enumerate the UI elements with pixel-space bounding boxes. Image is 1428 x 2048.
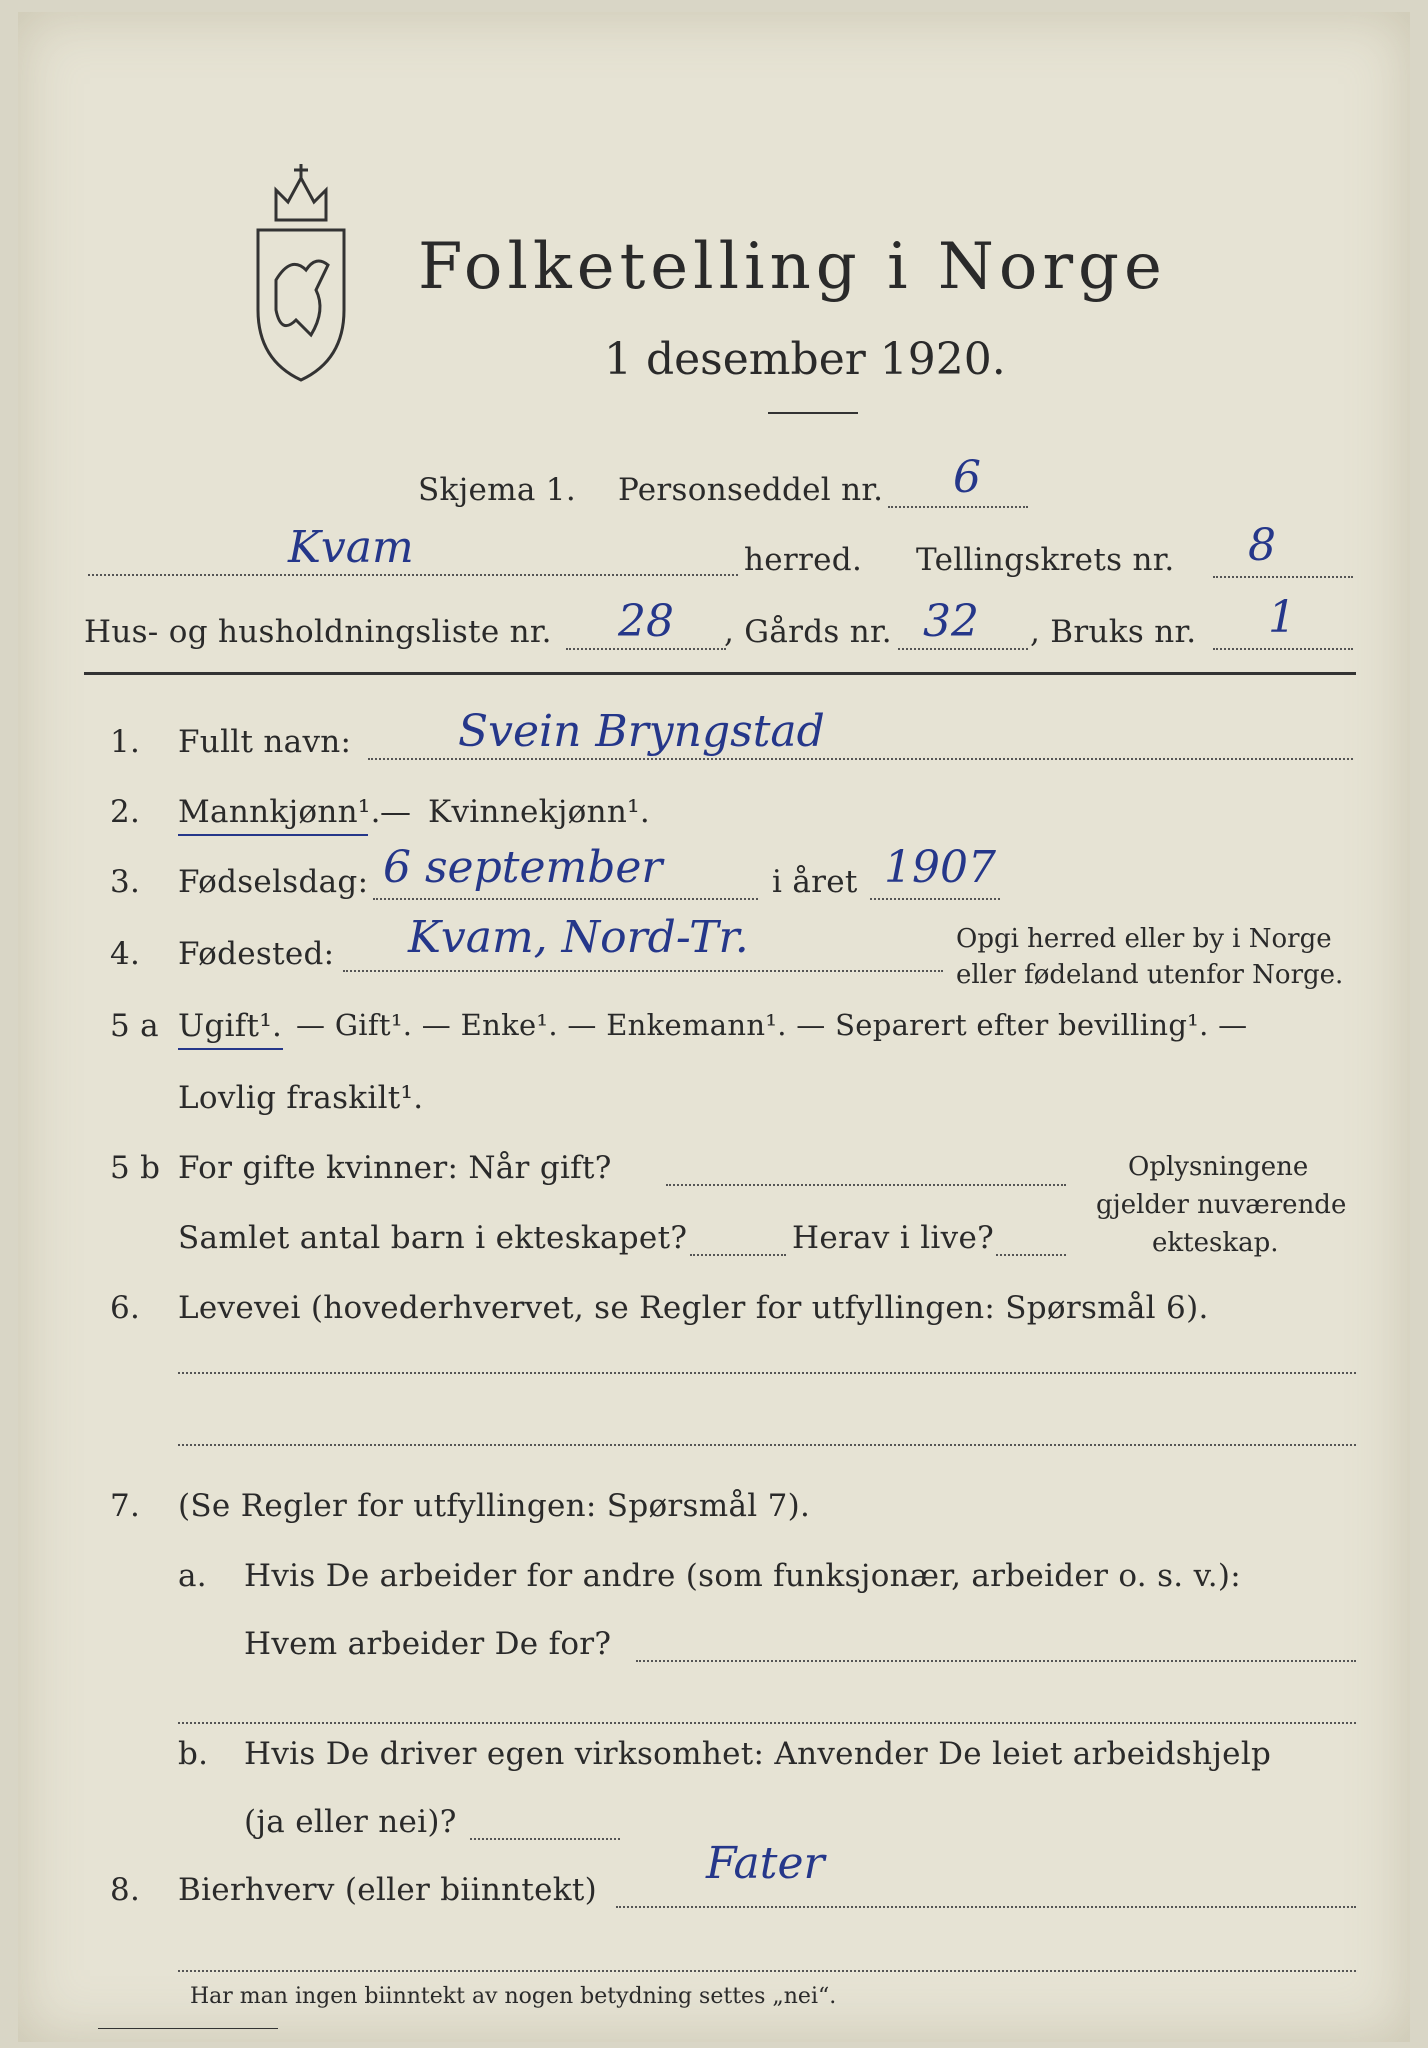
gards-label: , Gårds nr. — [724, 614, 892, 650]
q8-field-line1[interactable] — [616, 1906, 1356, 1908]
q3-answer: 6 september — [383, 842, 663, 893]
q7b-field[interactable] — [470, 1838, 620, 1840]
q2-number: 2. — [110, 794, 141, 830]
q8-field-line2[interactable] — [178, 1970, 1356, 1972]
title-divider — [768, 412, 858, 414]
q7a-text: Hvis De arbeider for andre (som funksjonær, arbeider o. s. v.): — [244, 1558, 1242, 1594]
census-form — [18, 12, 1410, 2042]
q2-male-underline — [178, 834, 368, 836]
q3-year-label: i året — [772, 864, 858, 900]
q5b-note-line3: ekteskap. — [1152, 1228, 1279, 1258]
hus-label: Hus- og husholdningsliste nr. — [84, 614, 552, 650]
personseddel-value: 6 — [953, 452, 981, 503]
q1-field[interactable] — [368, 758, 1353, 760]
gards-value: 32 — [923, 596, 979, 647]
q5b-married-field[interactable] — [666, 1184, 1066, 1186]
q7a-field-line1[interactable] — [636, 1660, 1356, 1662]
q4-label: Fødested: — [178, 936, 335, 972]
q4-number: 4. — [110, 936, 141, 972]
q7a-text2: Hvem arbeider De for? — [244, 1626, 612, 1662]
q3-label: Fødselsdag: — [178, 864, 369, 900]
hus-value: 28 — [618, 596, 674, 647]
q1-number: 1. — [110, 724, 141, 760]
q8-label: Bierhverv (eller biinntekt) — [178, 1872, 598, 1908]
q5a-line2: Lovlig fraskilt¹. — [178, 1080, 424, 1116]
q5a-ugift-underline — [178, 1048, 283, 1050]
census-date: 1 desember 1920. — [604, 334, 1006, 385]
q1-answer: Svein Bryngstad — [458, 706, 825, 757]
hus-field[interactable] — [566, 648, 726, 650]
q7b-text2: (ja eller nei)? — [244, 1804, 457, 1840]
q5b-label: For gifte kvinner: Når gift? — [178, 1150, 612, 1186]
tellingskrets-field[interactable] — [1213, 576, 1353, 578]
q5b-alive-field[interactable] — [996, 1254, 1066, 1256]
gards-field[interactable] — [898, 648, 1028, 650]
q7a-field-line2[interactable] — [178, 1722, 1356, 1724]
tellingskrets-label: Tellingskrets nr. — [916, 542, 1175, 578]
q8-answer: Fater — [706, 1838, 825, 1889]
herred-label: herred. — [744, 542, 863, 578]
bruks-value: 1 — [1268, 592, 1296, 643]
herred-value: Kvam — [288, 522, 414, 573]
q4-note-line2: eller fødeland utenfor Norge. — [956, 960, 1344, 990]
q2-separator: — — [380, 794, 412, 830]
footer-note: Har man ingen biinntekt av nogen betydning settes „nei“. — [190, 1984, 837, 2009]
q5a-number: 5 a — [110, 1008, 159, 1044]
herred-field[interactable] — [88, 574, 738, 576]
q6-label: Levevei (hovederhvervet, se Regler for utfyllingen: Spørsmål 6). — [178, 1290, 1209, 1326]
q5b-number: 5 b — [110, 1150, 161, 1186]
header-rule — [84, 672, 1356, 675]
q7-label: (Se Regler for utfyllingen: Spørsmål 7). — [178, 1488, 811, 1524]
q6-number: 6. — [110, 1290, 141, 1326]
q3-year-field[interactable] — [870, 898, 1000, 900]
q3-year: 1907 — [884, 842, 996, 893]
q2-male: Mannkjønn¹. — [178, 794, 381, 830]
q7-number: 7. — [110, 1488, 141, 1524]
tellingskrets-value: 8 — [1248, 520, 1276, 571]
q5b-note-line1: Oplysningene — [1128, 1152, 1309, 1182]
q5a-options: — Gift¹. — Enke¹. — Enkemann¹. — Separert efter bevilling¹. — — [296, 1008, 1248, 1042]
q7b-letter: b. — [178, 1736, 209, 1772]
q5b-children-label: Samlet antal barn i ekteskapet? — [178, 1220, 688, 1256]
q6-field-line1[interactable] — [178, 1372, 1356, 1374]
q5b-alive-label: Herav i live? — [792, 1220, 995, 1256]
coat-of-arms-icon — [246, 160, 356, 385]
bruks-field[interactable] — [1213, 648, 1353, 650]
q5b-children-field[interactable] — [690, 1254, 786, 1256]
q5b-note-line2: gjelder nuværende — [1096, 1190, 1347, 1220]
q1-label: Fullt navn: — [178, 724, 352, 760]
q3-number: 3. — [110, 864, 141, 900]
q4-answer: Kvam, Nord-Tr. — [408, 912, 749, 963]
q3-field[interactable] — [373, 898, 758, 900]
q6-field-line2[interactable] — [178, 1444, 1356, 1446]
q7b-text: Hvis De driver egen virksomhet: Anvender De leiet arbeidshjelp — [244, 1736, 1272, 1772]
page-title: Folketelling i Norge — [418, 230, 1167, 304]
q7a-letter: a. — [178, 1558, 207, 1594]
bruks-label: , Bruks nr. — [1030, 614, 1197, 650]
skjema-label: Skjema 1. — [418, 472, 576, 508]
q4-field[interactable] — [343, 970, 943, 972]
q8-number: 8. — [110, 1872, 141, 1908]
q4-note-line1: Opgi herred eller by i Norge — [956, 924, 1332, 954]
personseddel-field[interactable] — [888, 506, 1028, 508]
personseddel-label: Personseddel nr. — [618, 472, 884, 508]
footnote-rule — [98, 2028, 278, 2029]
q2-female: Kvinnekjønn¹. — [428, 794, 651, 830]
q5a-ugift: Ugift¹. — [178, 1008, 283, 1044]
